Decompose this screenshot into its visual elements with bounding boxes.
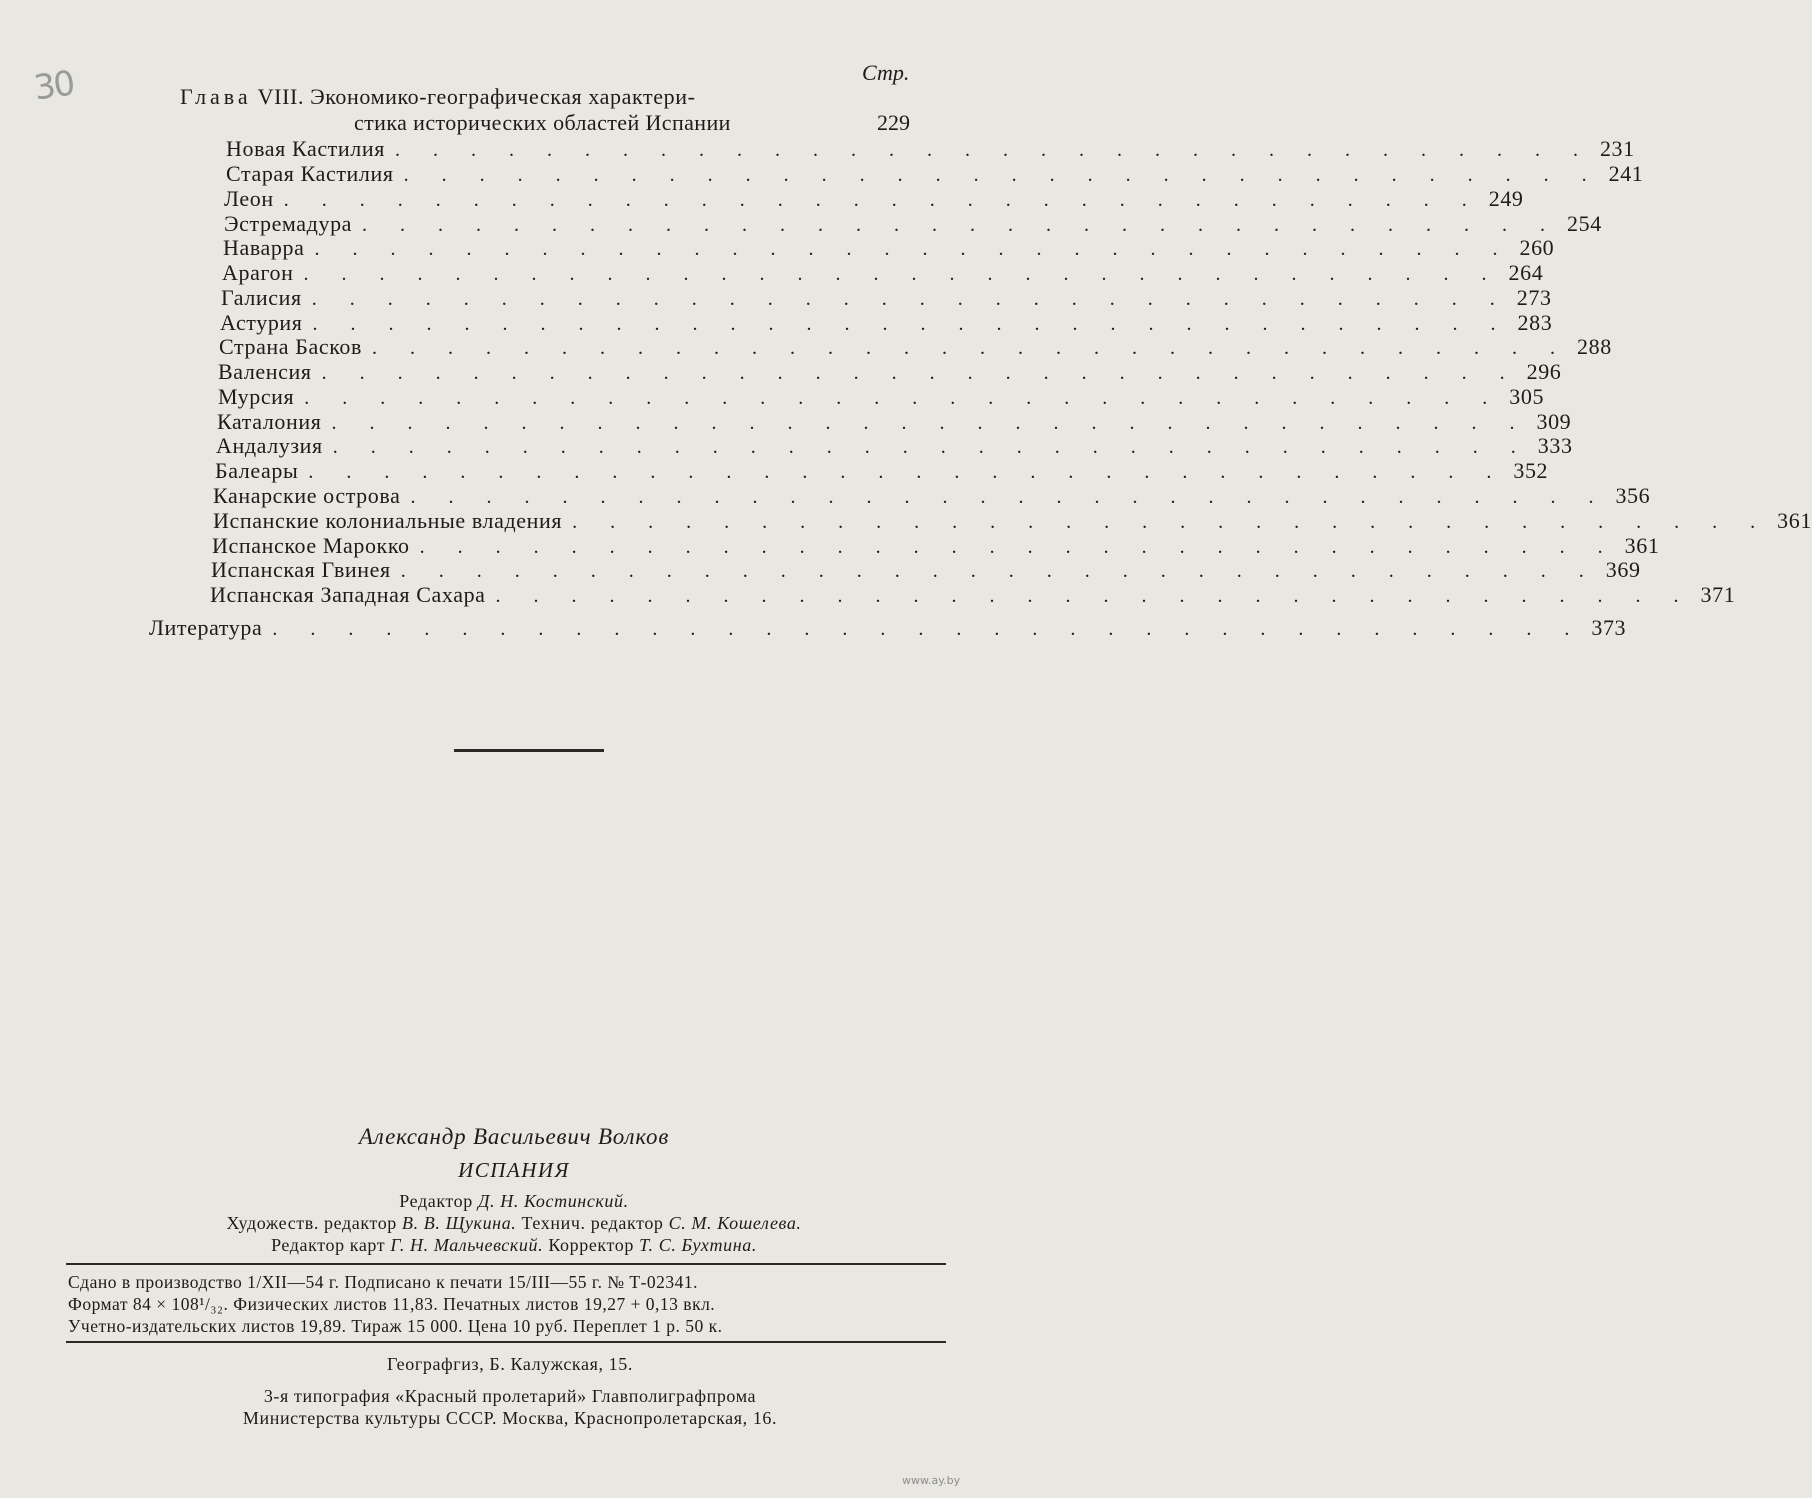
toc-entry [218, 384, 1545, 410]
toc-entry-page: 369 [1605, 557, 1641, 582]
toc-entry-label: Леон [224, 186, 274, 211]
toc-entry [222, 260, 1544, 286]
toc-entry-label: Эстремадура [224, 211, 353, 236]
toc-dot-leader: . . . . . . . . . . . . . . . . . . . . . . . . . . . . . . . . [331, 412, 1529, 434]
toc-entry-label: Литература [149, 615, 263, 640]
printer-line2: Министерства культуры СССР. Москва, Краснопролетарская, 16. [242, 1408, 778, 1428]
toc-entry-page: 264 [1508, 260, 1544, 285]
toc-entry-label: Испанское Марокко [212, 533, 410, 558]
toc-entry-page: 373 [1591, 615, 1627, 640]
format-sheets: Формат 84 × 108¹/₃₂. Физических листов 11,83. Печатных листов 19,27 + 0,13 вкл. [68, 1294, 716, 1314]
toc-entry-label: Каталония [217, 409, 322, 434]
toc-entry [213, 483, 1651, 509]
toc-entry-page: 283 [1517, 310, 1553, 335]
chapter-heading-word: Глава [180, 84, 252, 109]
art-editor-name: В. В. Щукина. [402, 1213, 517, 1233]
toc-entry-label: Испанские колониальные владения [213, 508, 563, 533]
book-title: ИСПАНИЯ [458, 1158, 570, 1182]
toc-dot-leader: . . . . . . . . . . . . . . . . . . . . . . . . . . . . . . . . [362, 214, 1560, 236]
toc-entry-label: Андалузия [216, 433, 323, 458]
toc-dot-leader: . . . . . . . . . . . . . . . . . . . . . . . . . . . . . . . . [400, 560, 1598, 582]
toc-entry [210, 582, 1736, 608]
toc-entry-page: 333 [1537, 433, 1573, 458]
toc-dot-leader: . . . . . . . . . . . . . . . . . . . . . . . . . . . . . . . . [372, 337, 1569, 359]
toc-dot-leader: . . . . . . . . . . . . . . . . . . . . . . . . . . . . . . . . [283, 189, 1481, 211]
toc-entry [211, 557, 1641, 583]
toc-entry-label: Астурия [220, 310, 303, 335]
toc-entry-label: Старая Кастилия [226, 161, 394, 186]
toc-entry-page: 361 [1624, 533, 1660, 558]
art-editor-label: Художеств. редактор [226, 1213, 397, 1233]
toc-dot-leader: . . . . . . . . . . . . . . . . . . . . . . . . . . . . . . . . [572, 511, 1770, 533]
site-watermark: www.ay.by [902, 1474, 961, 1487]
toc-entry [212, 533, 1660, 559]
chapter-title-line2: стика исторических областей Испании [354, 110, 731, 135]
toc-entry [223, 235, 1555, 261]
toc-dot-leader: . . . . . . . . . . . . . . . . . . . . . . . . . . . . . . . . [311, 288, 1509, 310]
toc-entry-page: 352 [1513, 458, 1549, 483]
toc-entry-page: 309 [1536, 409, 1572, 434]
toc-entry [218, 359, 1562, 385]
toc-entry-label: Галисия [221, 285, 302, 310]
publisher-address: Географгиз, Б. Калужская, 15. [387, 1354, 633, 1374]
editor-name: Д. Н. Костинский. [477, 1191, 629, 1211]
toc-entry [226, 136, 1635, 162]
toc-dot-leader: . . . . . . . . . . . . . . . . . . . . . . . . . . . . . . . . . . . [272, 618, 1584, 640]
print-run-price: Учетно-издательских листов 19,89. Тираж 15 000. Цена 10 руб. Переплет 1 р. 50 к. [68, 1316, 723, 1336]
imprint-rule-bottom [66, 1341, 946, 1343]
toc-dot-leader: . . . . . . . . . . . . . . . . . . . . . . . . . . . . . . . . [314, 238, 1512, 260]
editor-label: Редактор [399, 1191, 473, 1211]
toc-entry-page: 371 [1700, 582, 1736, 607]
production-dates: Сдано в производство 1/XII—54 г. Подписано к печати 15/III—55 г. № Т-02341. [68, 1272, 699, 1292]
toc-entry-label: Валенсия [218, 359, 312, 384]
toc-entry-page: 288 [1577, 334, 1612, 359]
toc-dot-leader: . . . . . . . . . . . . . . . . . . . . . . . . . . . . . . . . [303, 263, 1501, 285]
toc-dot-leader: . . . . . . . . . . . . . . . . . . . . . . . . . . . . . . . . [394, 139, 1592, 161]
toc-entry [220, 310, 1553, 336]
toc-dot-leader: . . . . . . . . . . . . . . . . . . . . . . . . . . . . . . . . [304, 387, 1502, 409]
pencil-mark: 30 [31, 63, 76, 109]
toc-entry-page: 361 [1777, 508, 1812, 533]
toc-entry-label: Арагон [222, 260, 294, 285]
printer-line1: 3-я типография «Красный пролетарий» Главполиграфпрома [263, 1386, 757, 1406]
toc-entry-page: 254 [1567, 211, 1602, 236]
imprint-rule-top [66, 1263, 946, 1265]
toc-entry-label: Испанская Гвинея [211, 557, 391, 582]
map-editor-corrector-credit [0, 1235, 1000, 1256]
chapter-heading-line1 [180, 84, 840, 110]
toc-entry [213, 508, 1812, 534]
tech-editor-name: С. М. Кошелева. [668, 1213, 802, 1233]
toc-entry [216, 433, 1573, 459]
corrector-label: Корректор [548, 1235, 634, 1255]
toc-entry-page: 356 [1615, 483, 1651, 508]
toc-entry-label: Канарские острова [213, 483, 401, 508]
toc-entry [217, 409, 1572, 435]
tech-editor-label: Технич. редактор [521, 1213, 664, 1233]
corrector-name: Т. С. Бухтина. [639, 1235, 757, 1255]
toc-entry-label: Испанская Западная Сахара [210, 582, 486, 607]
toc-dot-leader: . . . . . . . . . . . . . . . . . . . . . . . . . . . . . . . . [312, 313, 1510, 335]
toc-entry-page: 260 [1519, 235, 1555, 260]
toc-entry-label: Новая Кастилия [226, 136, 385, 161]
toc-entry [226, 161, 1644, 187]
section-divider [454, 749, 604, 752]
toc-dot-leader: . . . . . . . . . . . . . . . . . . . . . . . . . . . . . . . . [321, 362, 1519, 384]
chapter-page-number: 229 [877, 110, 910, 135]
toc-entry-page: 249 [1488, 186, 1524, 211]
toc-dot-leader: . . . . . . . . . . . . . . . . . . . . . . . . . . . . . . . . [332, 436, 1530, 458]
page-column-header: Стр. [862, 60, 910, 85]
map-editor-label: Редактор карт [271, 1235, 386, 1255]
map-editor-name: Г. Н. Мальчевский. [390, 1235, 544, 1255]
toc-entry [215, 458, 1549, 484]
author-name: Александр Васильевич Волков [358, 1124, 670, 1149]
editor-credit [0, 1191, 1000, 1212]
toc-entry-label: Наварра [223, 235, 305, 260]
toc-entry-page: 273 [1516, 285, 1552, 310]
toc-dot-leader: . . . . . . . . . . . . . . . . . . . . . . . . . . . . . . . . [410, 486, 1608, 508]
toc-entry [219, 334, 1612, 360]
toc-entry-page: 305 [1509, 384, 1545, 409]
toc-entry-label: Балеары [215, 458, 299, 483]
toc-dot-leader: . . . . . . . . . . . . . . . . . . . . . . . . . . . . . . . . [419, 536, 1617, 558]
art-tech-editor-credit [0, 1213, 1000, 1234]
toc-dot-leader: . . . . . . . . . . . . . . . . . . . . . . . . . . . . . . . . [403, 164, 1601, 186]
toc-entry-page: 241 [1608, 161, 1644, 186]
chapter-title-line1: VIII. Экономико-географическая характери- [257, 84, 696, 109]
toc-entry-literature [149, 615, 1627, 641]
toc-entry [224, 211, 1602, 237]
toc-entry-label: Мурсия [218, 384, 295, 409]
toc-entry-page: 296 [1526, 359, 1562, 384]
toc-entry-page: 231 [1599, 136, 1635, 161]
toc-entry [221, 285, 1552, 311]
toc-dot-leader: . . . . . . . . . . . . . . . . . . . . . . . . . . . . . . . . [308, 461, 1506, 483]
toc-entry [224, 186, 1524, 212]
toc-dot-leader: . . . . . . . . . . . . . . . . . . . . . . . . . . . . . . . . [495, 585, 1693, 607]
toc-entry-label: Страна Басков [219, 334, 362, 359]
